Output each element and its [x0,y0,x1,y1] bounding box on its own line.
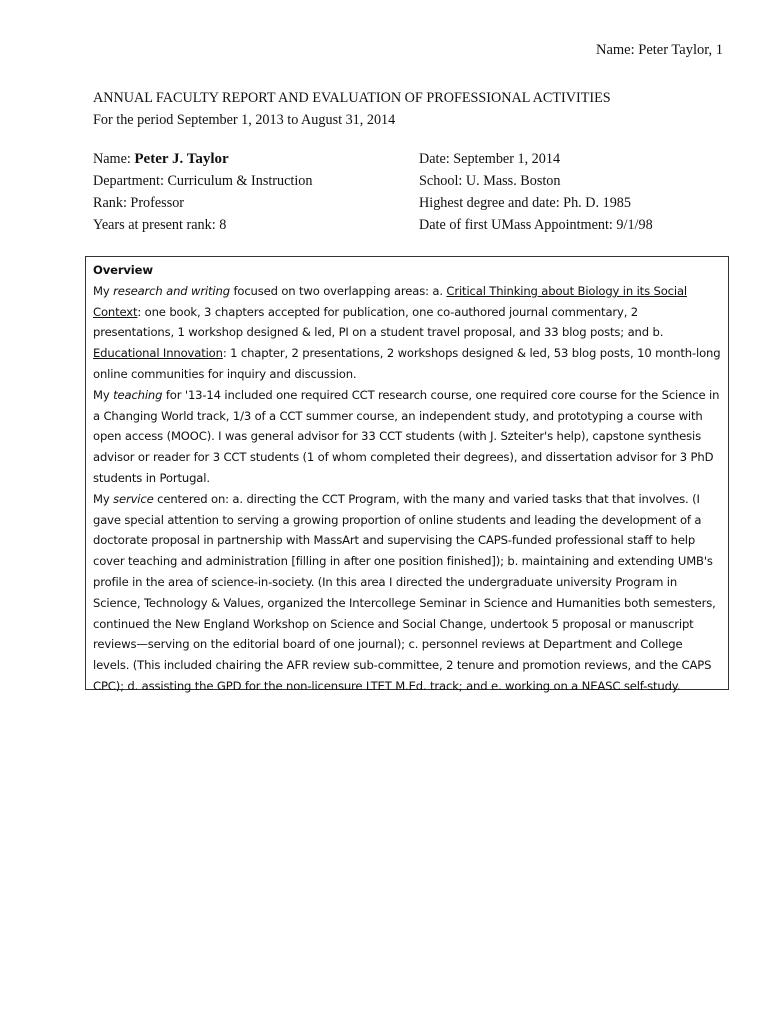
research-text-2: focused on two overlapping areas: a. [229,283,447,298]
overview-box [85,256,729,693]
report-title: ANNUAL FACULTY REPORT AND EVALUATION OF PROFESSIONAL ACTIVITIES [93,90,611,106]
name-field [93,151,229,168]
research-paragraph [93,281,721,385]
date-field: Date: September 1, 2014 [419,151,561,167]
service-paragraph [93,489,721,697]
years-field: Years at present rank: 8 [93,217,227,233]
faculty-info [93,151,693,241]
teaching-text-1: My [93,387,114,402]
first-appointment-field: Date of first UMass Appointment: 9/1/98 [419,217,653,233]
research-text-4: : 1 chapter, 2 presentations, 2 workshops designed & led, 53 blog posts, 10 month-long online communities for inquiry and discussion. [93,346,721,381]
info-row-1 [93,151,693,173]
running-head: Name: Peter Taylor, 1 [596,42,723,58]
overview-heading: Overview [93,263,153,277]
service-text-1: My [93,491,114,506]
research-area-a: Critical Thinking about Biology in its Social Context [93,283,687,319]
report-period: For the period September 1, 2013 to August 31, 2014 [93,112,396,128]
rank-field: Rank: Professor [93,195,185,211]
info-row-3 [93,195,693,217]
name-label: Name: [93,151,135,167]
teaching-emphasis: teaching [113,387,163,402]
info-row-4 [93,217,693,239]
research-text-3: : one book, 3 chapters accepted for publication, one co-authored journal commentary, 2 presentations, 1 workshop designed & led, PI on a student travel proposal, and 33 blog posts; and b. [93,304,664,340]
name-value: Peter J. Taylor [134,151,229,167]
report-title-block [93,87,611,131]
research-area-b: Educational Innovation [93,346,223,361]
research-text-1: My [93,283,114,298]
department-field: Department: Curriculum & Instruction [93,173,313,189]
research-emphasis: research and writing [113,283,230,298]
teaching-paragraph [93,385,721,489]
service-text-2: centered on: a. directing the CCT Program, with the many and varied tasks that that involves. (I gave special attention to serving a growing proportion of online students and leading the development of a doctorate proposal in partnership with MassArt and supervising the CAPS-funded professional staff to help cover teaching and administration [filling in after one position finished]); b. maintaining and extending UMB's profile in the area of science-in-society. (In this area I directed the undergraduate university Program in Science, Technology & Values, organized the Intercollege Seminar in Science and Humanities both semesters, continued the New England Workshop on Science and Social Change, undertook 5 proposal or manuscript reviews—serving on the editorial board of one journal); c. personnel reviews at Department and College levels. (This included chairing the AFR review sub-committee, 2 tenure and promotion reviews, and the CAPS CPC); d. assisting the GPD for the non-licensure LTET M.Ed. track; and e. working on a NEASC self-study. [93,491,716,693]
info-row-2 [93,173,693,195]
degree-field: Highest degree and date: Ph. D. 1985 [419,195,631,211]
school-field: School: U. Mass. Boston [419,173,561,189]
service-emphasis: service [113,491,154,506]
teaching-text-2: for '13-14 included one required CCT research course, one required core course for the Science in a Changing World track, 1/3 of a CCT summer course, an independent study, and prototyping a course with open access (MOOC). I was general advisor for 33 CCT students (with J. Szteiter's help), capstone synthesis advisor or reader for 3 CCT students (1 of whom completed their degrees), and dissertation advisor for 3 PhD students in Portugal. [93,387,720,485]
